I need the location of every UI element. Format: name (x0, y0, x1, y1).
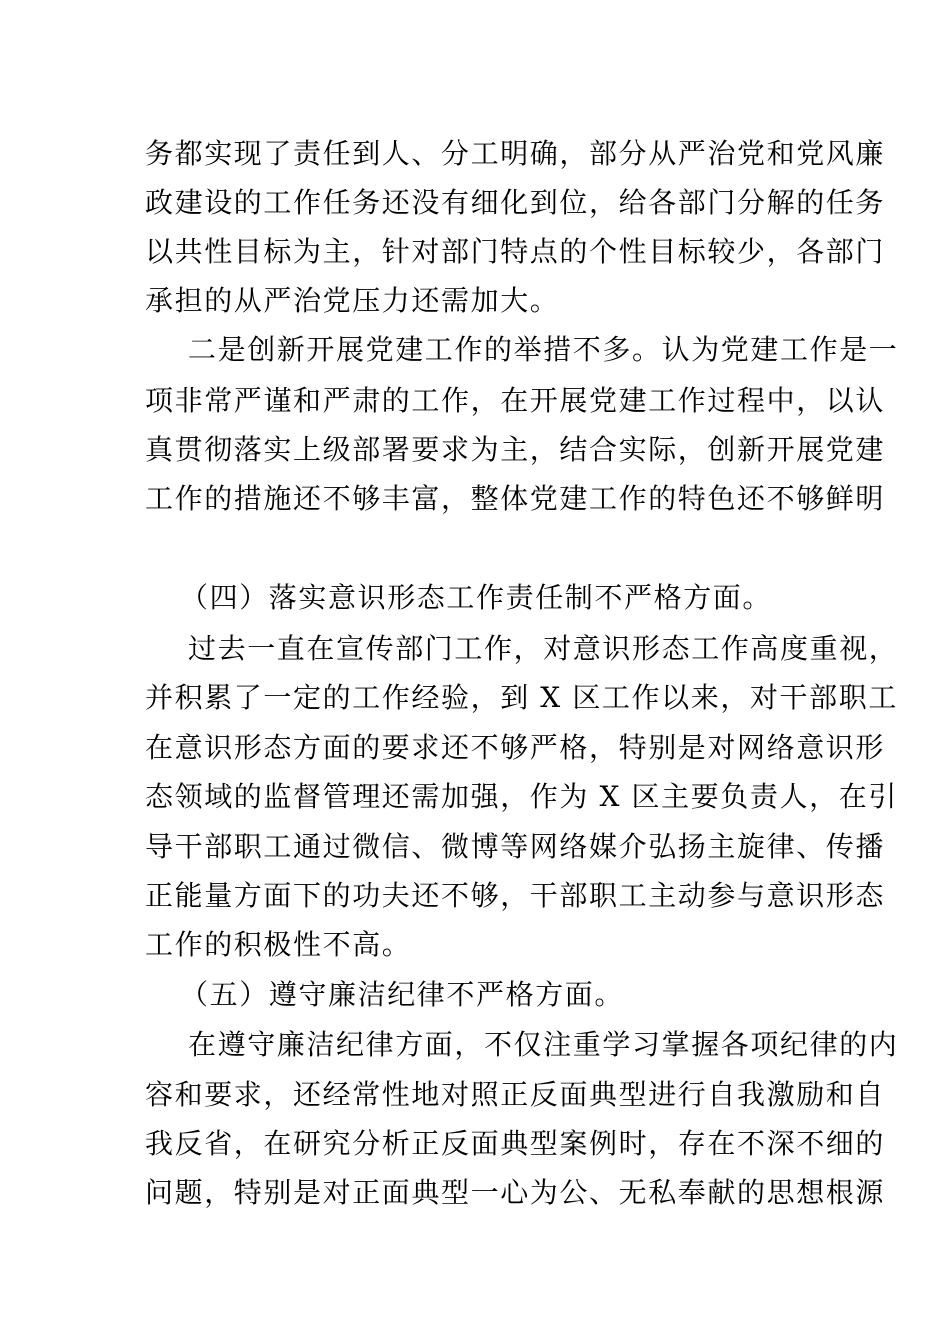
paragraph-line: 工作的积极性不高。 (145, 928, 412, 961)
paragraph-line: 在遵守廉洁纪律方面，不仅注重学习掌握各项纪律的内 (188, 1028, 899, 1061)
paragraph-line: 真贯彻落实上级部署要求为主，结合实际，创新开展党建 (145, 433, 886, 466)
paragraph-line: 我反省，在研究分析正反面典型案例时，存在不深不细的 (145, 1127, 886, 1160)
paragraph-line: 容和要求，还经常性地对照正反面典型进行自我激励和自 (145, 1078, 886, 1111)
section-heading: （五）遵守廉洁纪律不严格方面。 (180, 978, 625, 1011)
paragraph-line: 导干部职工通过微信、微博等网络媒介弘扬主旋律、传播 (145, 830, 886, 863)
paragraph-line: 项非常严谨和严肃的工作，在开展党建工作过程中，以认 (145, 384, 886, 417)
paragraph-line: 正能量方面下的功夫还不够，干部职工主动参与意识形态 (145, 879, 886, 912)
paragraph-line: 承担的从严治党压力还需加大。 (145, 284, 560, 317)
paragraph-line: 问题，特别是对正面典型一心为公、无私奉献的思想根源 (145, 1176, 886, 1209)
paragraph-line: 在意识形态方面的要求还不够严格，特别是对网络意识形 (145, 731, 886, 764)
paragraph-line: 并积累了一定的工作经验，到 X 区工作以来，对干部职工 (145, 681, 898, 714)
paragraph-line: 过去一直在宣传部门工作，对意识形态工作高度重视， (188, 632, 899, 665)
paragraph-line: 政建设的工作任务还没有细化到位，给各部门分解的任务 (145, 186, 886, 219)
paragraph-line: 态领域的监督管理还需加强，作为 X 区主要负责人，在引 (145, 780, 898, 813)
section-heading: （四）落实意识形态工作责任制不严格方面。 (180, 581, 773, 614)
paragraph-line: 以共性目标为主，针对部门特点的个性目标较少，各部门 (145, 235, 886, 268)
paragraph-line: 工作的措施还不够丰富，整体党建工作的特色还不够鲜明 (145, 482, 886, 515)
paragraph-line: 务都实现了责任到人、分工明确，部分从严治党和党风廉 (145, 137, 886, 170)
paragraph-line: 二是创新开展党建工作的举措不多。认为党建工作是一 (188, 333, 899, 366)
